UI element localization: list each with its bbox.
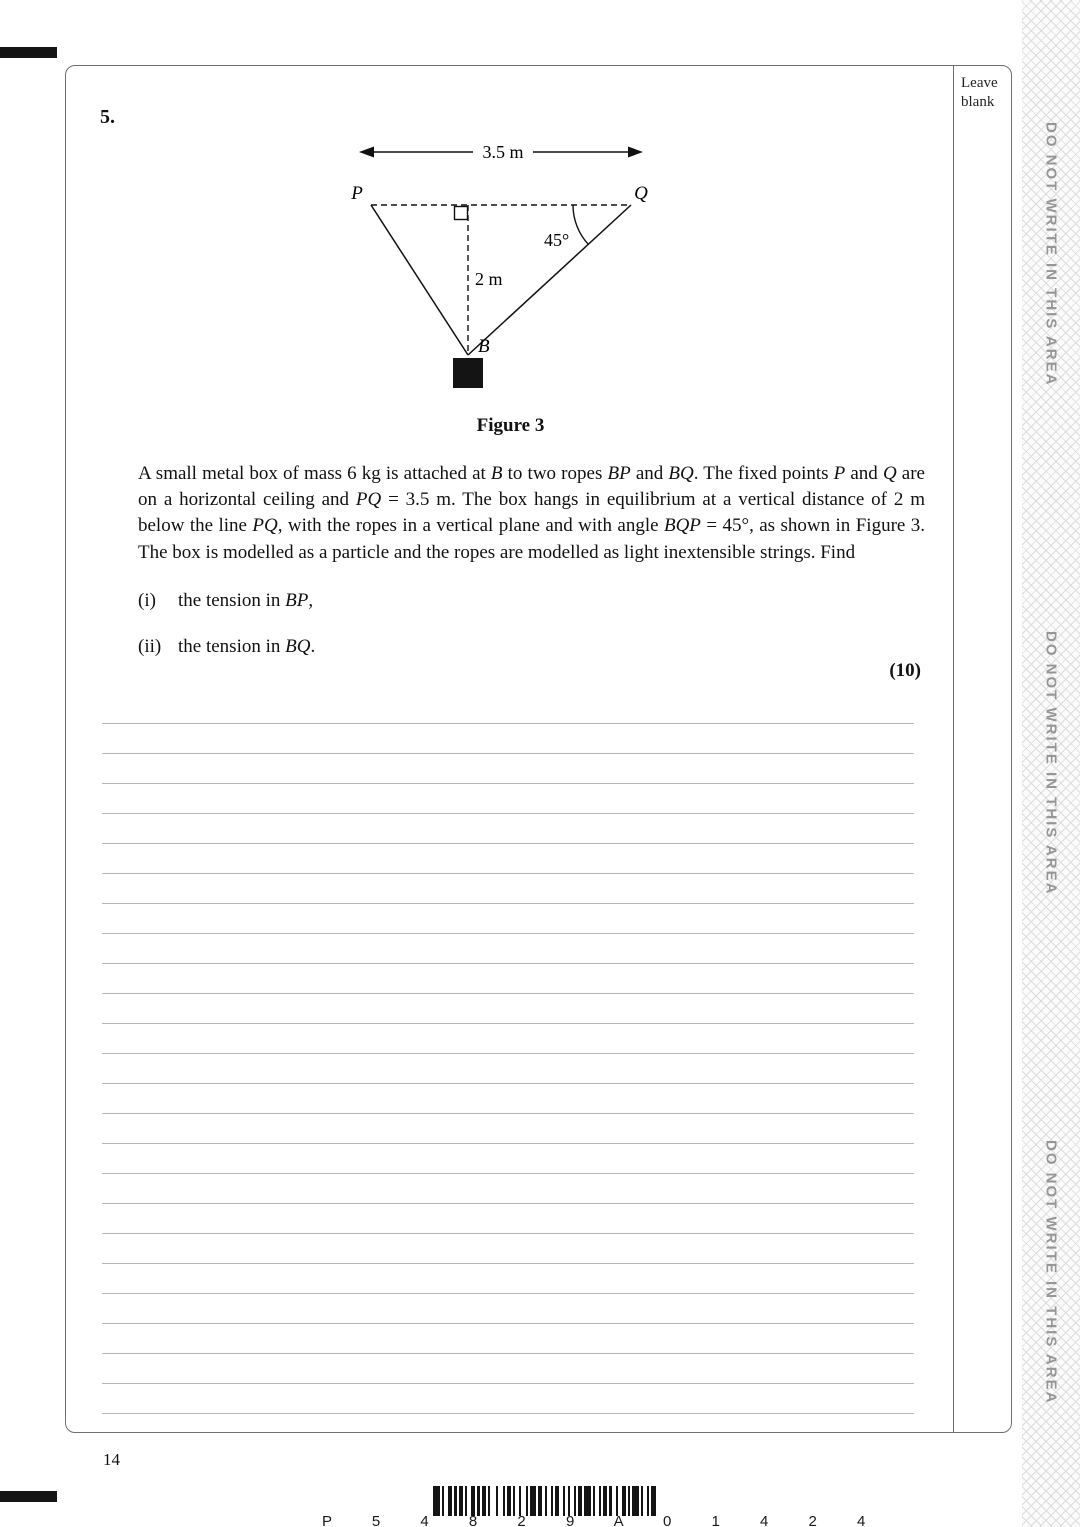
rope-bp xyxy=(371,205,468,355)
answer-line xyxy=(102,1354,914,1384)
answer-line xyxy=(102,1054,914,1084)
do-not-write-text-2: DO NOT WRITE IN THIS AREA xyxy=(1042,631,1060,896)
barcode-bar xyxy=(651,1486,655,1516)
barcode xyxy=(322,1486,767,1516)
print-registration-mark-bottom xyxy=(0,1491,57,1502)
barcode-text: P 5 4 8 2 9 A 0 1 4 2 4 xyxy=(322,1513,884,1527)
answer-line xyxy=(102,1024,914,1054)
answer-line xyxy=(102,1264,914,1294)
answer-line xyxy=(102,784,914,814)
answer-line xyxy=(102,964,914,994)
answer-line xyxy=(102,754,914,784)
question-frame xyxy=(65,65,1012,1433)
answer-line xyxy=(102,1144,914,1174)
marks-badge: (10) xyxy=(889,659,921,681)
answer-line xyxy=(102,844,914,874)
leave-blank-column: Leave blank xyxy=(953,66,1011,1432)
answer-line xyxy=(102,1084,914,1114)
barcode-area xyxy=(322,1486,884,1527)
answer-lines xyxy=(102,694,914,1414)
answer-line xyxy=(102,814,914,844)
part-ii-text: the tension in BQ. xyxy=(178,635,316,657)
figure-angle-label: 45° xyxy=(543,230,569,250)
answer-line xyxy=(102,1234,914,1264)
do-not-write-text-1: DO NOT WRITE IN THIS AREA xyxy=(1042,122,1060,387)
figure-point-p-label: P xyxy=(350,183,363,204)
print-registration-mark-top xyxy=(0,47,57,58)
answer-line xyxy=(102,1294,914,1324)
question-intro: A small metal box of mass 6 kg is attached at B to two ropes BP and BQ. The fixed points P and Q are on a horizontal ceiling and PQ = 3.5 m. The box hangs in equilibrium at a vertical distance of 2 m below the line PQ, with the ropes in a vertical plane and with angle BQP = 45°, as shown in Figure 3. The box is modelled as a particle and the ropes are modelled as light inextensible strings. Find xyxy=(138,463,926,563)
right-angle-marker xyxy=(454,207,467,220)
part-i-text: the tension in BP, xyxy=(178,589,314,611)
figure xyxy=(96,130,925,407)
question-part-ii xyxy=(138,636,925,658)
answer-line xyxy=(102,1174,914,1204)
answer-line xyxy=(102,904,914,934)
question-content xyxy=(66,66,953,1432)
figure-width-label: 3.5 m xyxy=(481,142,524,162)
answer-line xyxy=(102,1324,914,1354)
figure-point-q-label: Q xyxy=(633,183,648,204)
part-ii-label: (ii) xyxy=(138,635,162,657)
do-not-write-margin xyxy=(1022,0,1080,1527)
part-i-label: (i) xyxy=(138,589,156,611)
answer-line xyxy=(102,874,914,904)
answer-line xyxy=(102,934,914,964)
question-part-i xyxy=(138,590,925,612)
answer-line xyxy=(102,1384,914,1414)
answer-line xyxy=(102,1114,914,1144)
metal-box xyxy=(453,358,483,388)
answer-line xyxy=(102,994,914,1024)
angle-arc xyxy=(573,205,588,244)
page-number: 14 xyxy=(103,1450,120,1469)
answer-line xyxy=(102,694,914,724)
figure-diagram xyxy=(301,130,721,402)
figure-point-b-label: B xyxy=(477,336,490,357)
figure-depth-label: 2 m xyxy=(474,269,503,289)
figure-caption: Figure 3 xyxy=(476,415,545,436)
answer-line xyxy=(102,724,914,754)
question-number: 5. xyxy=(100,106,115,128)
do-not-write-text-3: DO NOT WRITE IN THIS AREA xyxy=(1042,1140,1060,1405)
answer-line xyxy=(102,1204,914,1234)
